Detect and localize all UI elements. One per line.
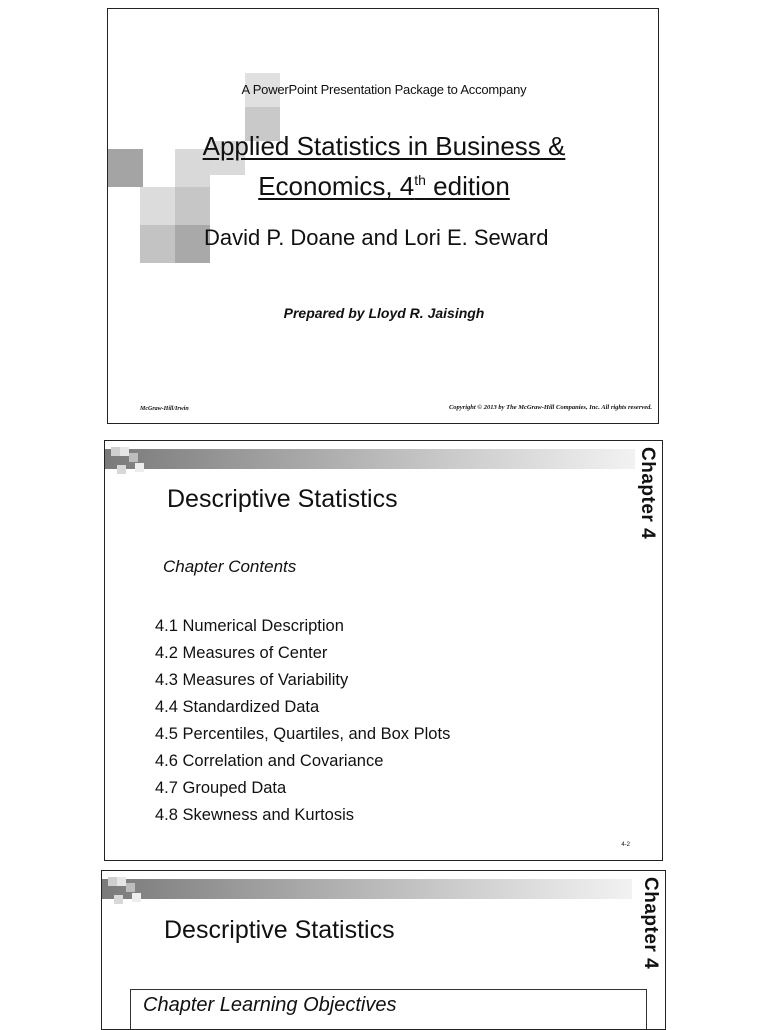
header-pixel <box>111 447 120 456</box>
title-edition-sup: th <box>414 172 426 188</box>
header-pixel <box>117 877 126 886</box>
list-item: 4.2 Measures of Center <box>155 644 328 662</box>
contents-list <box>155 613 450 829</box>
title-line-2 <box>258 171 510 201</box>
publisher: McGraw-Hill/Irwin <box>140 406 189 412</box>
copyright: Copyright © 2013 by The McGraw-Hill Companies, Inc. All rights reserved. <box>448 404 652 411</box>
header-pixel <box>135 463 144 472</box>
authors: David P. Doane and Lori E. Seward <box>204 225 549 250</box>
title-slide <box>107 8 659 424</box>
chapter-contents-heading: Chapter Contents <box>163 557 297 576</box>
header-band <box>105 449 635 469</box>
list-item: 4.8 Skewness and Kurtosis <box>155 806 355 824</box>
list-item: 4.4 Standardized Data <box>155 698 320 716</box>
slide-title: Descriptive Statistics <box>164 916 395 944</box>
list-item: 4.7 Grouped Data <box>155 779 287 797</box>
header-pixel <box>120 447 129 456</box>
prepared-by: Prepared by Lloyd R. Jaisingh <box>283 305 485 321</box>
chapter-label: Chapter 4 <box>637 447 658 540</box>
header-pixel <box>129 453 138 462</box>
mosaic-square <box>140 225 175 263</box>
page-number: 4-2 <box>621 842 630 848</box>
title-edition-text: Economics, 4 <box>258 171 415 201</box>
objectives-slide <box>101 870 666 1030</box>
header-pixel <box>114 895 123 904</box>
header-pixel <box>117 465 126 474</box>
list-item: 4.3 Measures of Variability <box>155 671 349 689</box>
contents-slide <box>104 440 663 861</box>
header-band <box>102 879 632 899</box>
title-line-1: Applied Statistics in Business & <box>202 131 566 161</box>
slide-title: Descriptive Statistics <box>167 485 398 513</box>
list-item: 4.6 Correlation and Covariance <box>155 752 384 770</box>
header-pixel <box>108 877 117 886</box>
objectives-heading: Chapter Learning Objectives <box>143 994 397 1016</box>
book-title <box>108 129 659 203</box>
list-item: 4.1 Numerical Description <box>155 617 344 635</box>
list-item: 4.5 Percentiles, Quartiles, and Box Plots <box>155 725 451 743</box>
header-pixel <box>126 883 135 892</box>
header-pixel <box>132 893 141 902</box>
package-line: A PowerPoint Presentation Package to Accompany <box>241 82 527 97</box>
chapter-label: Chapter 4 <box>640 877 661 970</box>
title-edition-word: edition <box>425 171 510 201</box>
